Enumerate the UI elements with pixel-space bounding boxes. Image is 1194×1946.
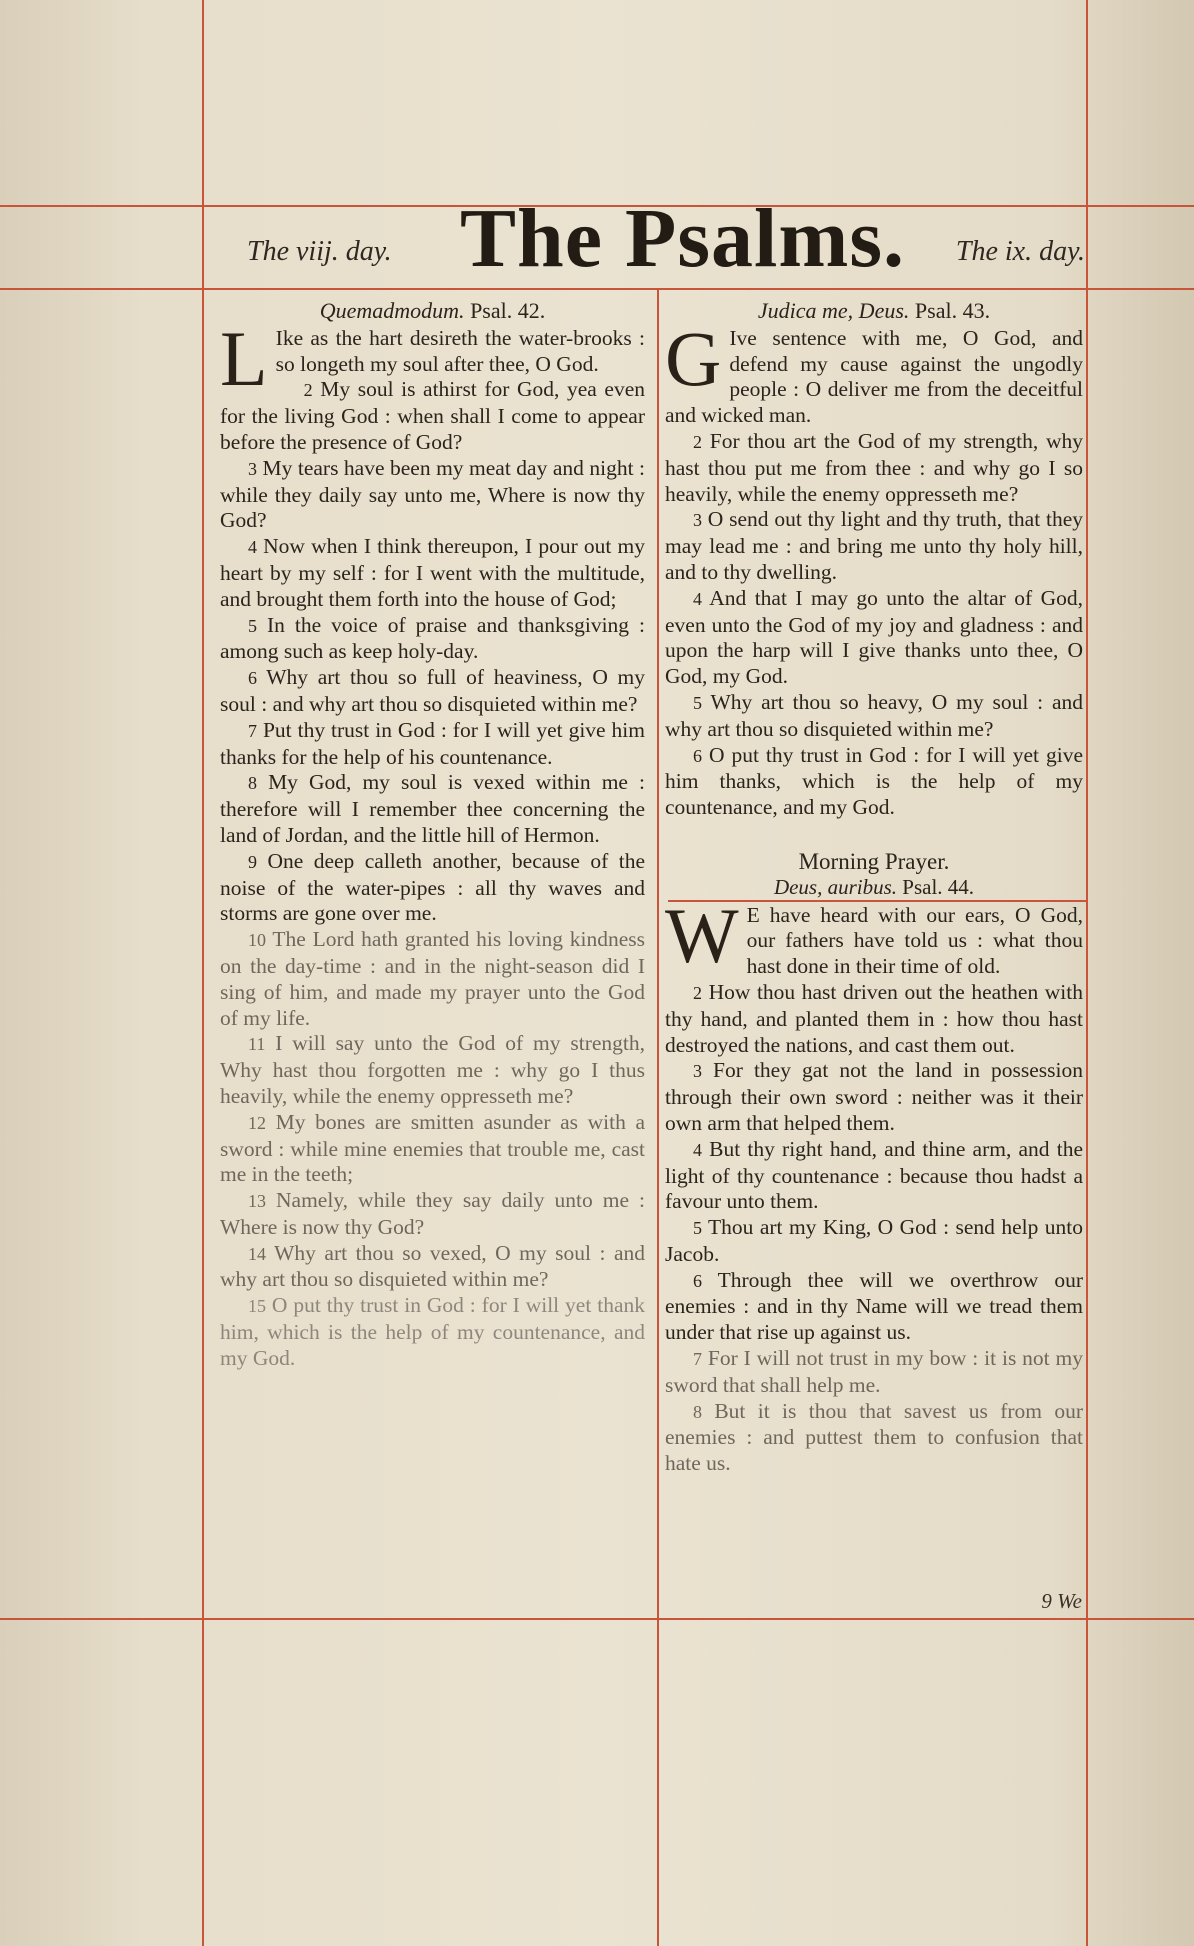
verse-text: Why art thou so vexed, O my soul : and why art thou so disquieted within me?: [220, 1240, 645, 1292]
running-head-left: The viij. day.: [247, 236, 392, 267]
right-column: [665, 298, 1083, 1477]
verse-number: 7: [693, 1349, 702, 1370]
verse: [220, 1241, 645, 1294]
verse: [220, 927, 645, 1031]
catchword: 9 We: [1041, 1589, 1082, 1613]
psalm-43-verse-1: G Ive sentence with me, O God, and defend my cause against the ungodly people : O deliver me from the deceitful and wicked man.: [665, 314, 1083, 428]
verse-text: I will say unto the God of my strength, Why hast thou forgotten me : why go I thus heavily, while the enemy oppresseth me?: [220, 1031, 645, 1108]
verse-text: Namely, while they say daily unto me : Where is now thy God?: [220, 1188, 646, 1239]
verse: [665, 743, 1083, 821]
verse: [665, 1346, 1083, 1399]
psalm-43-heading: Judica me, Deus. Psal. 43.: [757, 298, 991, 323]
verse: [220, 1188, 645, 1241]
verse-text: Put thy trust in God : for I will yet give him thanks for the help of his countenance.: [220, 717, 646, 769]
verse: [665, 690, 1083, 743]
verse-number: 14: [248, 1243, 266, 1264]
psalm-42-verse-1: L Ike as the hart desireth the water-brooks : so longeth my soul after thee, O God.: [220, 314, 645, 402]
verse-text: My tears have been my meat day and night : while they daily say unto me, Where is now thy God?: [220, 455, 646, 533]
page-header: [205, 192, 1085, 290]
verse-text: But thy right hand, and thine arm, and the light of thy countenance : because thou hadst a favour unto them.: [665, 1136, 1083, 1214]
verse: [665, 1399, 1083, 1477]
verse: [665, 1268, 1083, 1346]
verse-number: 4: [693, 588, 702, 609]
verse: [220, 613, 645, 666]
verse-number: 3: [693, 510, 702, 531]
verse: [665, 1215, 1083, 1268]
verse: [220, 1031, 645, 1109]
verse-number: 15: [248, 1296, 266, 1317]
verse-text: O put thy trust in God : for I will yet give him thanks, which is the help of my countenance, and my God.: [665, 742, 1083, 820]
left-column: [220, 298, 645, 1372]
verse-text: For I will not trust in my bow : it is not my sword that shall help me.: [665, 1346, 1084, 1397]
verse: [220, 849, 645, 927]
psalm-44-verses: [665, 980, 1083, 1477]
verse-text: But it is thou that savest us from our enemies : and puttest them to confusion that hate us.: [665, 1398, 1083, 1476]
dropcap-w: W: [665, 891, 739, 979]
verse-text: My bones are smitten asunder as with a sword : while mine enemies that trouble me, cast me in the teeth;: [220, 1109, 645, 1187]
verse-number: 7: [248, 720, 257, 741]
verse-text: Why art thou so full of heaviness, O my soul : and why art thou so disquieted within me?: [220, 665, 645, 716]
verse-number: 12: [248, 1112, 266, 1133]
verse: [665, 429, 1083, 507]
verse-text: For thou art the God of my strength, why hast thou put me from thee : and why go I so heavily, while the enemy oppresseth me?: [665, 428, 1083, 506]
rule-right-margin: [1086, 0, 1088, 1946]
verse-number: 5: [248, 615, 257, 636]
verse: [220, 1110, 645, 1188]
section-heading: Morning Prayer.: [798, 848, 950, 874]
verse: [220, 377, 645, 455]
verse: [665, 1137, 1083, 1215]
verse-number: 4: [693, 1139, 702, 1160]
verse: [220, 534, 645, 612]
verse-number: 9: [248, 851, 257, 872]
verse-text: Thou art my King, O God : send help unto Jacob.: [665, 1215, 1083, 1266]
verse-text: Now when I think thereupon, I pour out my heart by my self : for I went with the multitude, and brought them forth into the house of God;: [220, 534, 645, 611]
verse-number: 13: [248, 1191, 266, 1212]
verse: [220, 770, 645, 848]
verse-text: In the voice of praise and thanksgiving : among such as keep holy-day.: [220, 612, 646, 664]
psalm-42-verses: [220, 377, 645, 1371]
dropcap-l: L: [220, 314, 268, 402]
verse-number: 5: [693, 1218, 702, 1239]
verse-number: 8: [248, 773, 257, 794]
verse-text: My God, my soul is vexed within me : therefore will I remember thee concerning the land of Jordan, and the little hill of Hermon.: [220, 770, 645, 847]
verse-number: 4: [248, 537, 257, 558]
psalm-44-heading: Deus, auribus. Psal. 44.: [773, 874, 975, 899]
psalm-42-heading: Quemadmodum. Psal. 42.: [319, 298, 546, 323]
verse-text: The Lord hath granted his loving kindness on the day-time : and in the night-season did I sing of him, and made my prayer unto the God of my life.: [220, 927, 645, 1030]
rule-center: [657, 290, 659, 1946]
verse: [665, 586, 1083, 690]
verse-text: My soul is athirst for God, yea even for the living God : when shall I come to appear before the presence of God?: [220, 377, 646, 454]
verse-number: 2: [693, 982, 702, 1003]
psalm-44-verse-1: W E have heard with our ears, O God, our fathers have told us : what thou hast done in their time of old.: [665, 891, 1083, 979]
verse-text: O send out thy light and thy truth, that they may lead me : and bring me unto thy holy hill, and to thy dwelling.: [665, 507, 1083, 584]
verse-number: 5: [693, 692, 702, 713]
verse-number: 3: [248, 458, 257, 479]
verse: [665, 507, 1083, 585]
verse-text: For they gat not the land in possession through their own sword : neither was it their own arm that helped them.: [665, 1058, 1083, 1135]
verse-text: One deep calleth another, because of the noise of the water-pipes : all thy waves and storms are gone over me.: [220, 848, 646, 926]
verse-number: 3: [693, 1061, 702, 1082]
verse-number: 2: [303, 380, 313, 401]
verse: [220, 456, 645, 534]
verse-number: 2: [693, 431, 702, 452]
verse: [665, 1058, 1083, 1136]
verse: [220, 718, 645, 771]
verse: [220, 665, 645, 718]
verse-number: 6: [693, 1270, 702, 1291]
psalm-43-verses: [665, 429, 1083, 821]
verse-number: 8: [693, 1401, 702, 1422]
verse-number: 6: [693, 745, 702, 766]
running-head-right: The ix. day.: [955, 236, 1085, 267]
rule-left-margin: [202, 0, 204, 1946]
verse-number: 6: [248, 668, 257, 689]
verse-text: Why art thou so heavy, O my soul : and why art thou so disquieted within me?: [665, 689, 1083, 741]
verse-text: O put thy trust in God : for I will yet thank him, which is the help of my countenance, and my God.: [220, 1293, 645, 1370]
verse-text: And that I may go unto the altar of God, even unto the God of my joy and gladness : and upon the harp will I give thanks unto thee, O God, my God.: [665, 585, 1083, 689]
verse-number: 11: [248, 1034, 266, 1055]
verse-number: 10: [248, 930, 266, 951]
verse-text: How thou hast driven out the heathen with thy hand, and planted them in : how thou hast destroyed the nations, and cast them out.: [665, 979, 1083, 1057]
verse-text: Through thee will we overthrow our enemies : and in thy Name will we tread them under that rise up against us.: [665, 1267, 1083, 1345]
page-title: The Psalms.: [460, 192, 906, 285]
rule-text-bottom: [0, 1618, 1194, 1620]
dropcap-g: G: [665, 314, 722, 402]
verse: [220, 1293, 645, 1371]
verse: [665, 980, 1083, 1058]
